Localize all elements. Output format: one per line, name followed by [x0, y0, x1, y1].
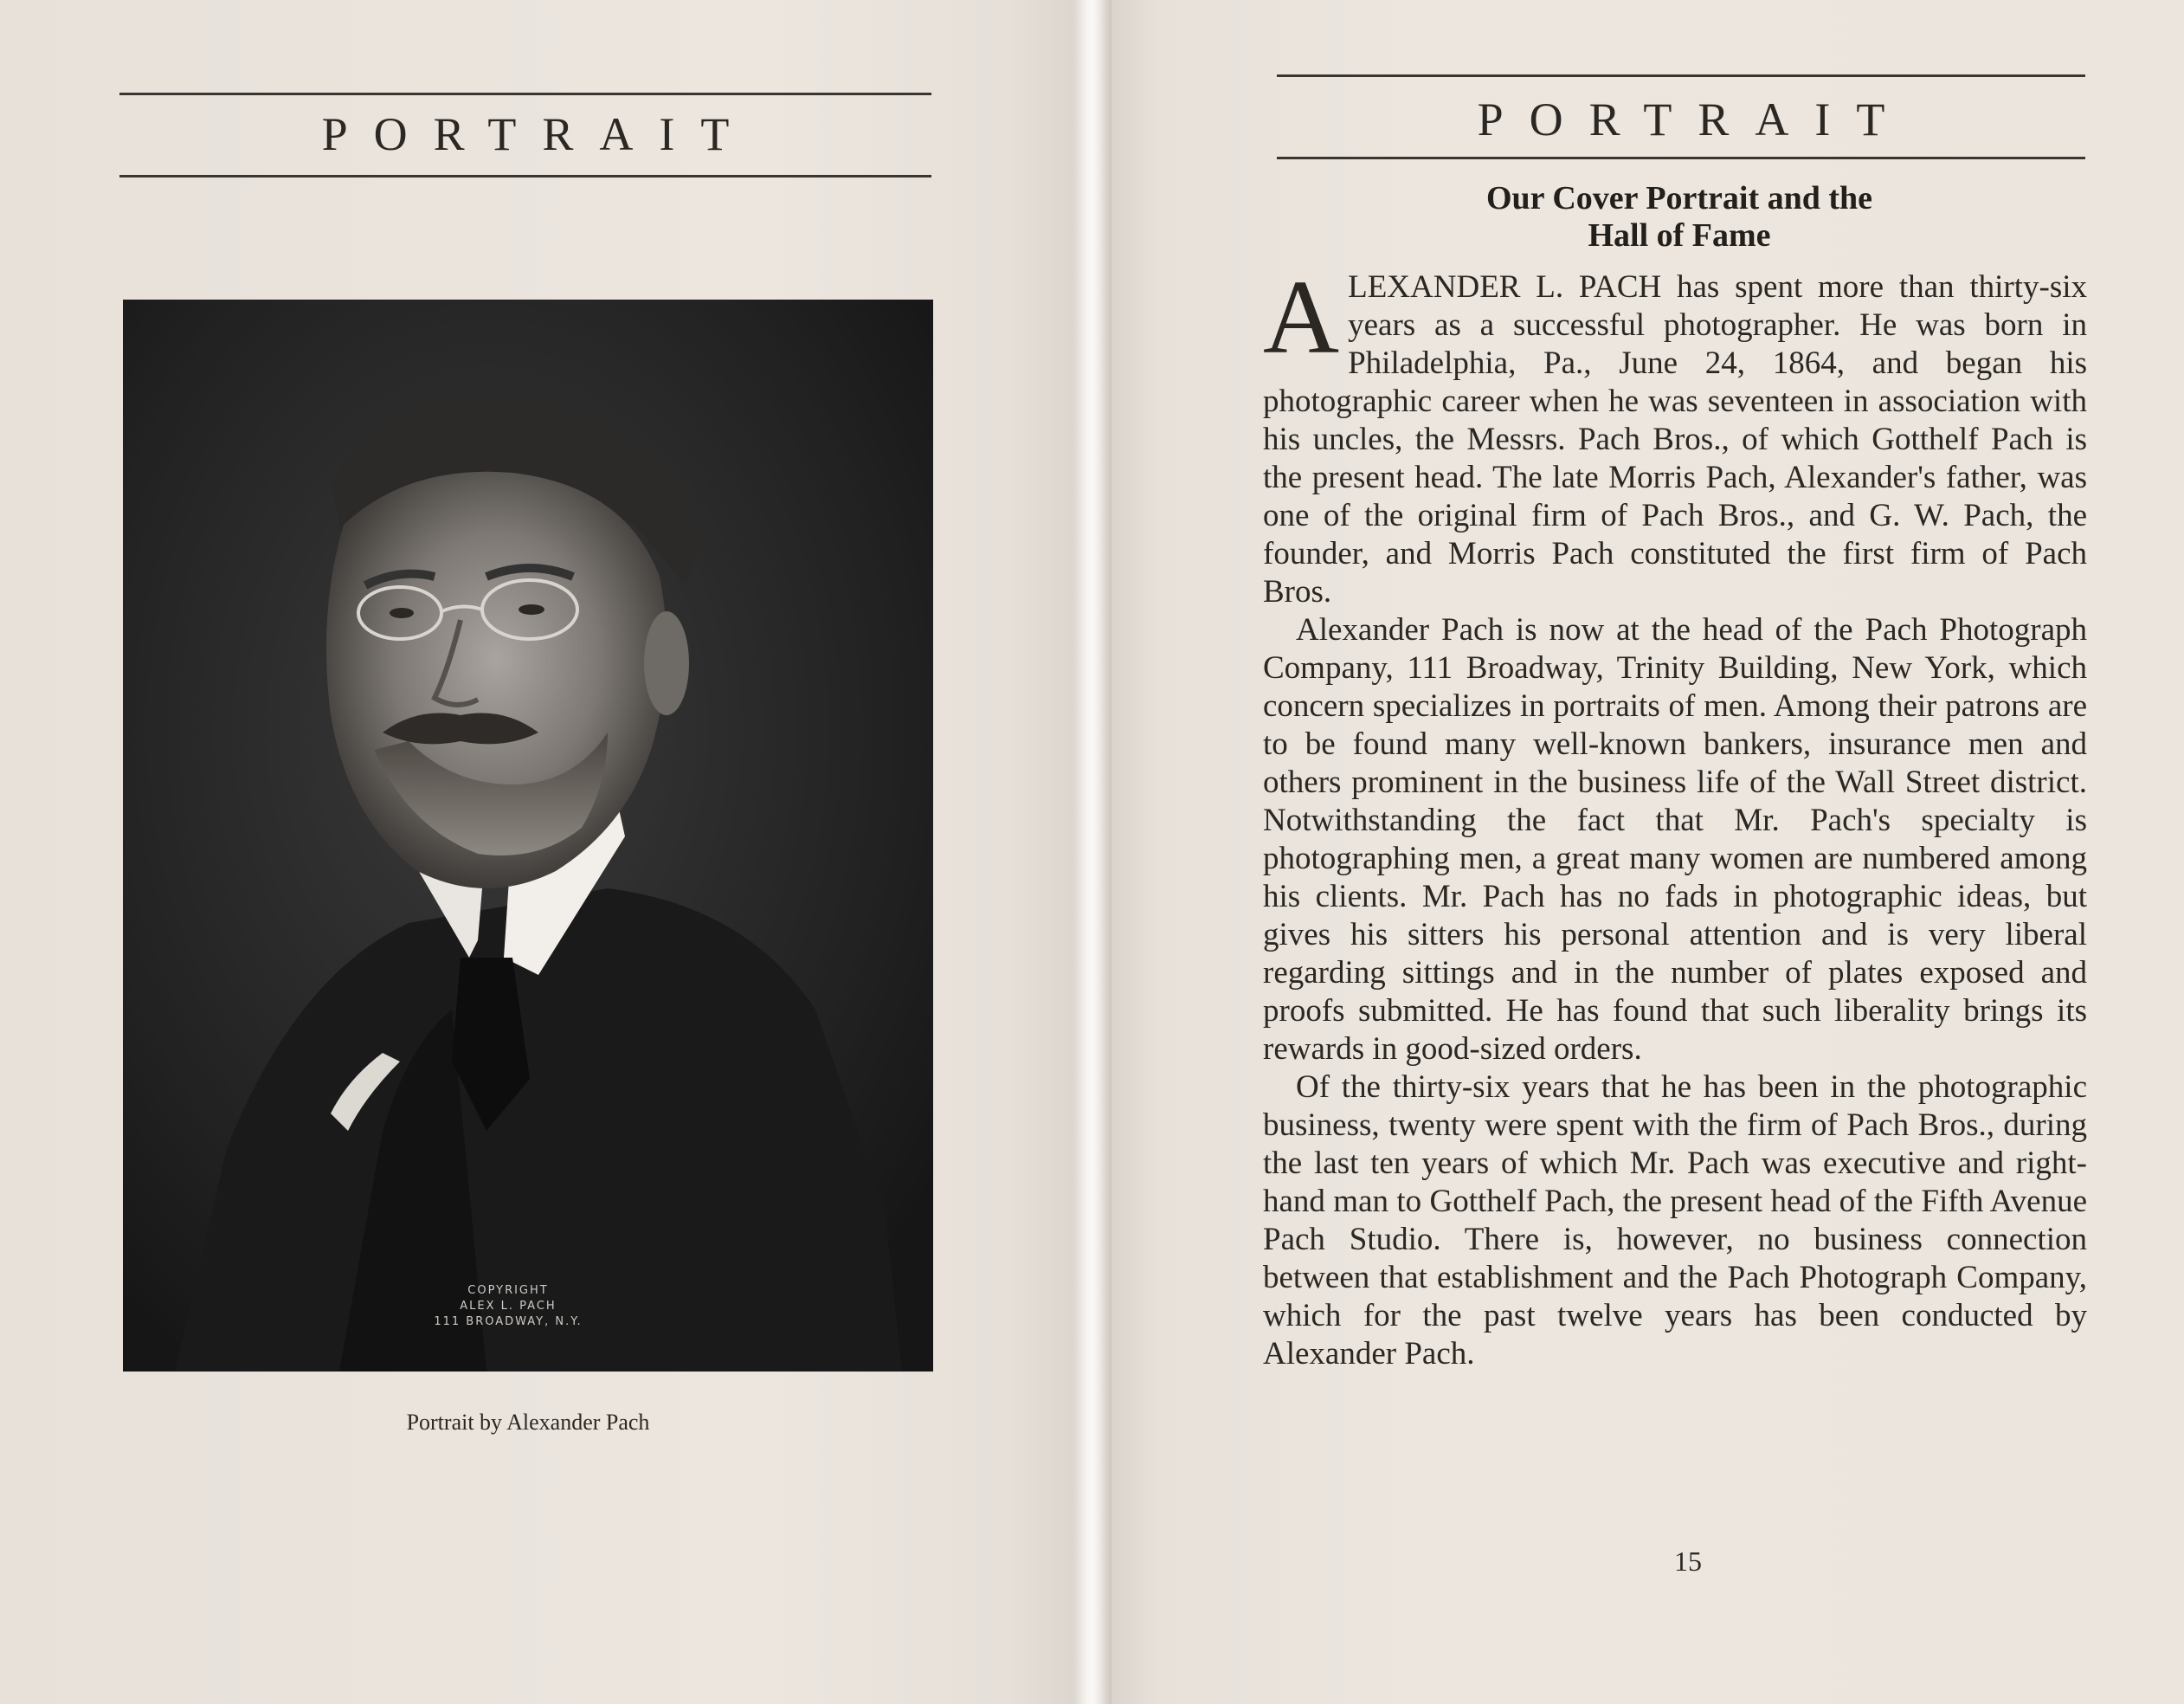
paragraph-1-text: LEXANDER L. PACH has spent more than thirty-six years as a successful photographer. He was born in Philadelphia, Pa., June 24, 1864, and began his photographic career when he was seventeen in association with his uncles, the Messrs. Pach Bros., of which Gotthelf Pach is the present head. The late Morris Pach, Alexander's father, was one of the original firm of Pach Bros., and G. W. Pach, the founder, and Morris Pach constituted the first firm of Pach Bros. [1263, 269, 2087, 610]
photo-caption: Portrait by Alexander Pach [406, 1410, 650, 1435]
article-title [1264, 180, 2095, 255]
article-paragraph-2: Alexander Pach is now at the head of the Pach Photograph Company, 111 Broadway, Trinity Building, New York, which concern specializes in portraits of men. Among their patrons are to be found many well-known bankers, insurance men and others prominent in the business life of the Wall Street district. Notwithstanding the fact that Mr. Pach's specialty is photographing men, a great many women are numbered among his clients. Mr. Pach has no fads in photographic ideas, but gives his sitters his personal attention and is very liberal regarding sittings and in the number of plates exposed and proofs submitted. He has found that such liberality brings its rewards in good-sized orders. [1263, 612, 2087, 1067]
book-gutter [1073, 0, 1111, 1704]
article-body [1263, 259, 2087, 1373]
article-paragraph-1 [1263, 259, 2087, 611]
right-page-header [1277, 74, 2085, 159]
photo-stamp-line3: 111 BROADWAY, N.Y. [434, 1315, 583, 1328]
article-title-line1: Our Cover Portrait and the [1485, 180, 1873, 216]
page-number: 15 [1674, 1546, 1702, 1577]
photo-stamp-line1: COPYRIGHT [467, 1284, 549, 1297]
photo-stamp-line2: ALEX L. PACH [460, 1300, 557, 1313]
left-page-header [119, 93, 931, 178]
drop-cap: A [1263, 259, 1340, 376]
portrait-illustration [123, 300, 933, 1372]
right-header-title: PORTRAIT [1477, 94, 1911, 145]
article-paragraph-3: Of the thirty-six years that he has been in the photographic business, twenty were spent with the firm of Pach Bros., during the last ten years of which Mr. Pach was executive and right-hand man to Gotthelf Pach, the present head of the Fifth Avenue Pach Studio. There is, however, no business connection between that establishment and the Pach Photograph Company, which for the past twelve years has been conducted by Alexander Pach. [1263, 1069, 2087, 1372]
article-title-line2: Hall of Fame [1588, 217, 1771, 254]
portrait-photograph [123, 300, 933, 1372]
left-header-title: PORTRAIT [321, 108, 756, 160]
